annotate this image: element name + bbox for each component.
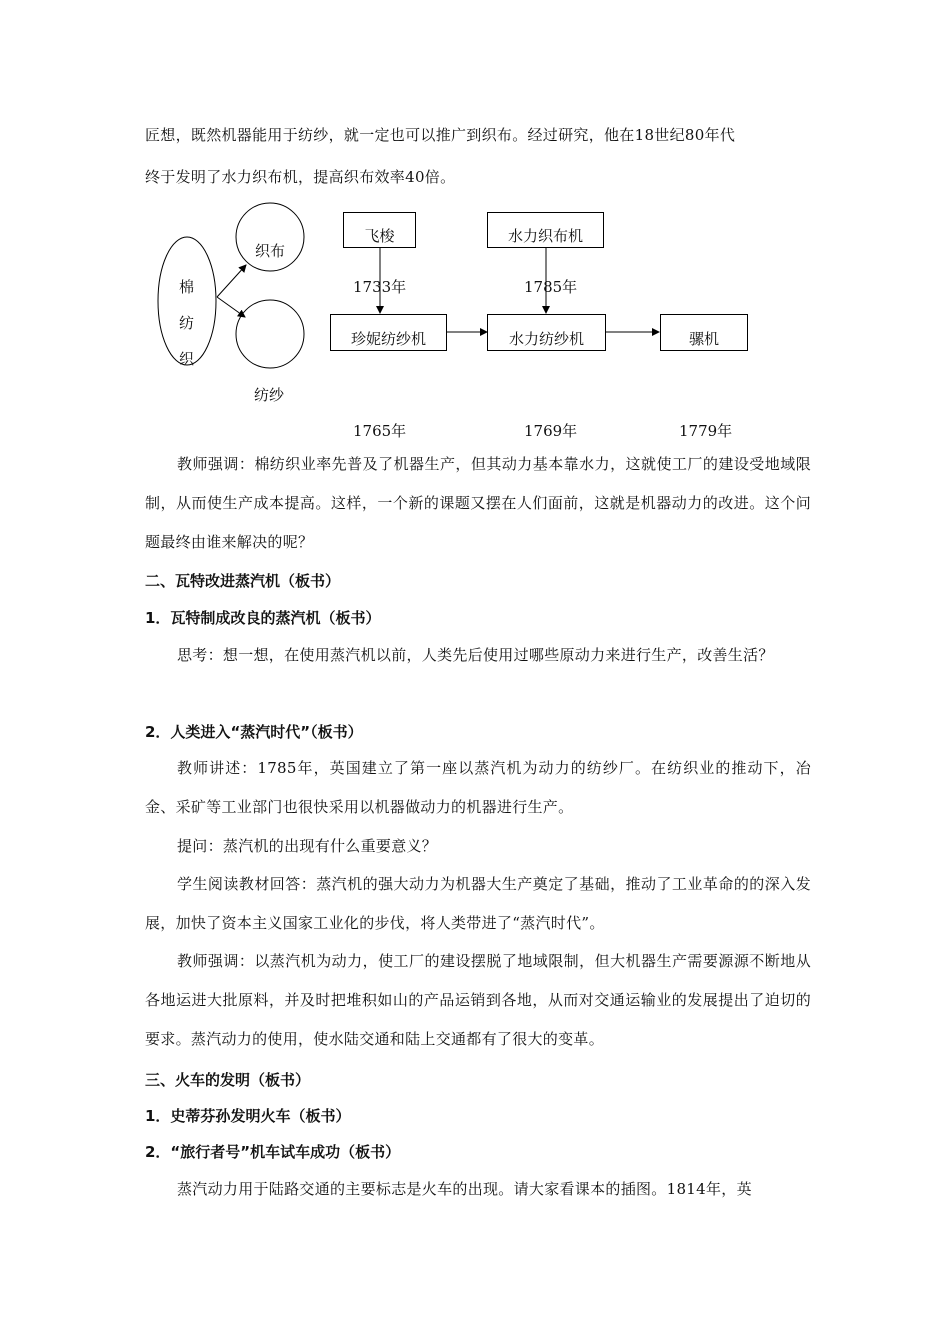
box-jenny-label: 珍妮纺纱机 (350, 330, 426, 348)
box-waterframe-label: 水力纺纱机 (508, 330, 584, 348)
heading-3-1: 1．史蒂芬孙发明火车（板书） (145, 1107, 351, 1125)
heading-3-2: 2．“旅行者号”机车试车成功（板书） (145, 1143, 401, 1161)
root-char-2: 纺 (179, 314, 195, 332)
box-mule (660, 314, 748, 351)
box-waterframe (487, 314, 606, 351)
box-flyshuttle (343, 212, 416, 248)
branch-weave-label: 织布 (255, 242, 286, 260)
year-flyshuttle: 1733年 (353, 278, 407, 296)
year-jenny: 1765年 (353, 422, 407, 440)
root-char-1: 棉 (179, 278, 195, 296)
paragraph-teacher-narration: 教师讲述：1785年，英国建立了第一座以蒸汽机为动力的纺纱厂。在纺织业的推动下，冶金、采矿等工业部门也很快采用以机器做动力的机器进行生产。 (145, 759, 811, 816)
box-powerloom (487, 212, 604, 248)
arrow-to-weave (217, 265, 246, 297)
box-flyshuttle-label: 飞梭 (364, 227, 395, 245)
year-mule: 1779年 (679, 422, 733, 440)
intro-line-1: 匠想，既然机器能用于纺纱，就一定也可以推广到织布。经过研究，他在18世纪80年代 (145, 126, 736, 144)
paragraph-student-answer: 学生阅读教材回答：蒸汽机的强大动力为机器大生产奠定了基础，推动了工业革命的的深入发展，加快了资本主义国家工业化的步伐，将人类带进了“蒸汽时代”。 (145, 875, 811, 932)
heading-2-2: 2．人类进入“蒸汽时代”（板书） (145, 723, 363, 741)
paragraph-think: 思考：想一想，在使用蒸汽机以前，人类先后使用过哪些原动力来进行生产，改善生活？ (177, 646, 774, 664)
paragraph-question: 提问：蒸汽机的出现有什么重要意义？ (177, 837, 438, 855)
paragraph-teacher-emphasis-2: 教师强调：以蒸汽机为动力，使工厂的建设摆脱了地域限制，但大机器生产需要源源不断地从各地运进大批原料，并及时把堆积如山的产品运销到各地，从而对交通运输业的发展提出了迫切的要求。蒸汽动力的使用，使水陆交通和陆上交通都有了很大的变革。 (145, 952, 811, 1048)
paragraph-teacher-emphasis-1: 教师强调：棉纺织业率先普及了机器生产，但其动力基本靠水力，这就使工厂的建设受地域限制，从而使生产成本提高。这样，一个新的课题又摆在人们面前，这就是机器动力的改进。这个问题最终由谁来解决的呢？ (145, 455, 811, 551)
textile-diagram (0, 0, 950, 460)
intro-line-2: 终于发明了水力织布机，提高织布效率40倍。 (145, 168, 456, 186)
paragraph-train: 蒸汽动力用于陆路交通的主要标志是火车的出现。请大家看课本的插图。1814年，英 (177, 1180, 752, 1198)
year-powerloom: 1785年 (524, 278, 578, 296)
heading-2-1: 1．瓦特制成改良的蒸汽机（板书） (145, 609, 381, 627)
heading-section-3: 三、火车的发明（板书） (145, 1071, 311, 1089)
root-ellipse (158, 237, 216, 365)
box-mule-label: 骡机 (688, 330, 719, 348)
box-jenny (330, 314, 447, 351)
year-waterframe: 1769年 (524, 422, 578, 440)
heading-section-2: 二、瓦特改进蒸汽机（板书） (145, 572, 341, 590)
branch-spin-label: 纺纱 (254, 386, 285, 404)
spin-circle (236, 300, 304, 368)
arrow-to-spin (217, 297, 245, 317)
root-char-3: 织 (179, 350, 195, 368)
box-powerloom-label: 水力织布机 (507, 227, 583, 245)
